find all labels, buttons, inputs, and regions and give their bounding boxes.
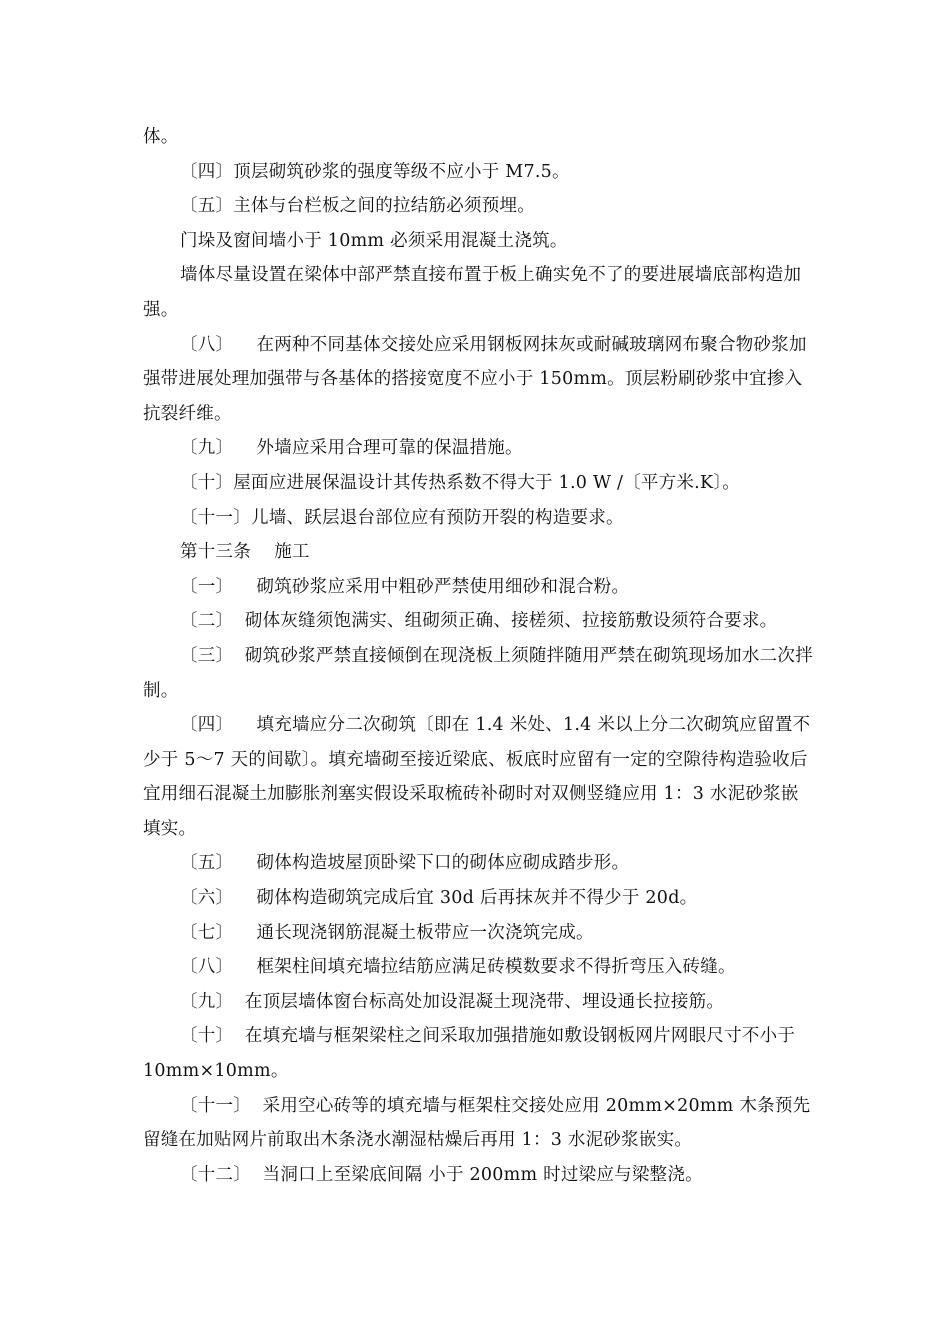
paragraph: 门垛及窗间墙小于 10mm 必须采用混凝土浇筑。 — [180, 230, 568, 251]
clause-paragraph: 〔十二〕 当洞口上至梁底间隔 小于 200mm 时过梁应与梁整浇。 — [180, 1164, 703, 1185]
clause-paragraph: 〔三〕 砌筑砂浆严禁直接倾倒在现浇板上须随拌随用严禁在砌筑现场加水二次拌制。 — [143, 645, 813, 701]
clause-paragraph: 〔八〕 框架柱间填充墙拉结筋应满足砖模数要求不得折弯压入砖缝。 — [180, 957, 736, 978]
clause-paragraph: 〔六〕 砌体构造砌筑完成后宜 30d 后再抹灰并不得少于 20d。 — [180, 888, 698, 909]
clause-paragraph: 〔十〕 在填充墙与框架梁柱之间采取加强措施如敷设钢板网片网眼尺寸不小于 10mm×10mm。 — [143, 1026, 796, 1082]
clause-number: 〔十〕 — [180, 472, 234, 493]
clause-number: 〔三〕 — [180, 645, 245, 666]
clause-number: 〔四〕 — [180, 161, 234, 182]
clause-number: 〔五〕 — [180, 196, 234, 217]
clause-paragraph: 〔十一〕儿墙、跃层退台部位应有预防开裂的构造要求。 — [180, 507, 624, 528]
clause-paragraph: 〔一〕 砌筑砂浆应采用中粗砂严禁使用细砂和混合粉。 — [180, 576, 630, 597]
paragraph: 体。 — [143, 127, 179, 147]
clause-number: 〔五〕 — [180, 853, 257, 874]
clause-number: 〔八〕 — [180, 334, 257, 355]
clause-number: 〔七〕 — [180, 922, 257, 943]
paragraph: 墙体尽量设置在梁体中部严禁直接布置于板上确实免不了的要进展墙底部构造加强。 — [143, 265, 802, 320]
clause-paragraph: 〔九〕 在顶层墙体窗台标高处加设混凝土现浇带、埋设通长拉接筋。 — [180, 991, 725, 1012]
clause-number: 〔九〕 — [180, 991, 245, 1012]
clause-paragraph: 〔九〕 外墙应采用合理可靠的保温措施。 — [180, 438, 523, 459]
clause-paragraph: 〔四〕 填充墙应分二次砌筑〔即在 1.4 米处、1.4 米以上分二次砌筑应留置不少于 5～7 天的间歇〕。填充墙砌至接近梁底、板底时应留有一定的空隙待构造验收后宜用细石混凝土加膨胀剂塞实假设采取梳砖补砌时对双侧竖缝应用 1：3 水泥砂浆嵌填实。 — [143, 715, 811, 839]
clause-number: 〔六〕 — [180, 888, 257, 909]
article-heading: 第十三条 施工 — [180, 542, 310, 563]
clause-number: 〔八〕 — [180, 957, 257, 978]
clause-number: 〔九〕 — [180, 438, 257, 459]
clause-number: 〔十二〕 — [180, 1164, 263, 1185]
clause-paragraph: 〔五〕 砌体构造坡屋顶卧梁下口的砌体应砌成踏步形。 — [180, 853, 630, 874]
clause-number: 〔二〕 — [180, 611, 245, 632]
clause-paragraph: 〔五〕主体与台栏板之间的拉结筋必须预埋。 — [180, 196, 535, 217]
clause-number: 〔十一〕 — [180, 507, 251, 528]
clause-paragraph: 〔四〕顶层砌筑砂浆的强度等级不应小于 M7.5。 — [180, 161, 570, 182]
clause-number: 〔十一〕 — [180, 1095, 263, 1116]
clause-paragraph: 〔二〕 砌体灰缝须饱满实、组砌须正确、接槎须、拉接筋敷设须符合要求。 — [180, 611, 778, 632]
clause-number: 〔十〕 — [180, 1026, 245, 1047]
clause-paragraph: 〔十一〕 采用空心砖等的填充墙与框架柱交接处应用 20mm×20mm 木条预先留缝在加贴网片前取出木条浇水潮湿枯燥后再用 1：3 水泥砂浆嵌实。 — [143, 1095, 811, 1151]
clause-paragraph: 〔十〕屋面应进展保温设计其传热系数不得大于 1.0 W /〔平方米.K〕。 — [180, 472, 741, 493]
clause-paragraph: 〔八〕 在两种不同基体交接处应采用钢板网抹灰或耐碱玻璃网布聚合物砂浆加强带进展处理加强带与各基体的搭接宽度不应小于 150mm。顶层粉刷砂浆中宜掺入抗裂纤维。 — [143, 334, 807, 424]
clause-number: 〔四〕 — [180, 715, 257, 736]
body-text — [143, 120, 815, 1192]
clause-number: 〔一〕 — [180, 576, 257, 597]
clause-paragraph: 〔七〕 通长现浇钢筋混凝土板带应一次浇筑完成。 — [180, 922, 594, 943]
